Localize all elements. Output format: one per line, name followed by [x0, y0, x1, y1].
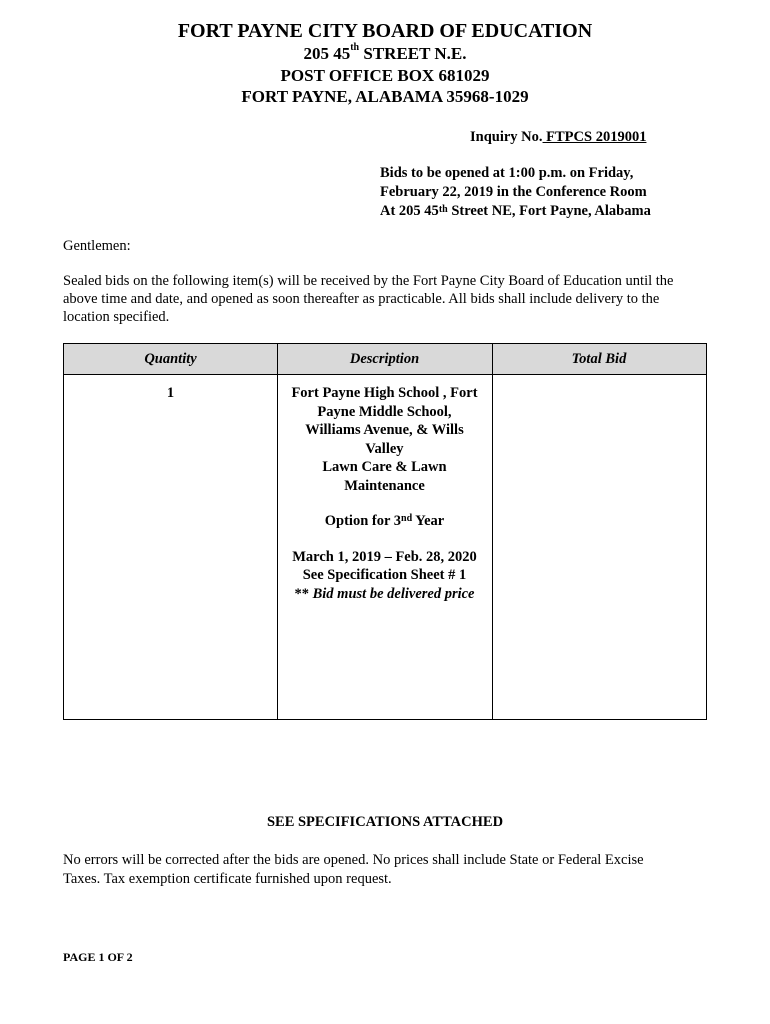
notice-line: Taxes. Tax exemption certificate furnished upon request. [63, 871, 392, 887]
salutation: Gentlemen: [63, 238, 131, 254]
option-year [277, 512, 492, 531]
page-number: PAGE 1 OF 2 [63, 950, 133, 964]
option-suffix: nd [401, 513, 413, 524]
header-quantity: Quantity [144, 351, 197, 367]
table-header-row [64, 344, 706, 375]
cell-quantity: 1 [166, 385, 175, 401]
intro-paragraph [63, 272, 713, 326]
inquiry-value: FTPCS 2019001 [542, 129, 647, 145]
spec-reference: See Specification Sheet # 1 [302, 567, 467, 583]
inquiry-label: Inquiry No. [470, 129, 543, 145]
street-address-number: 205 45 [303, 44, 351, 63]
street-address-suffix: th [350, 42, 360, 53]
bid-location-number: At 205 45 [380, 203, 439, 219]
description-line: Valley [365, 440, 404, 457]
bid-opening-info [380, 164, 651, 221]
street-address-name: STREET N.E. [359, 44, 467, 63]
cell-total-bid [494, 375, 706, 719]
cell-description [277, 384, 492, 603]
column-divider [492, 344, 493, 719]
po-box: POST OFFICE BOX 681029 [280, 66, 490, 85]
description-line: Lawn Care & Lawn [322, 459, 447, 475]
organization-title: FORT PAYNE CITY BOARD OF EDUCATION [177, 20, 593, 42]
see-specifications: SEE SPECIFICATIONS ATTACHED [266, 814, 504, 830]
note-text: Bid must be delivered price [312, 585, 475, 602]
bid-opening-line: Bids to be opened at 1:00 p.m. on Friday, [380, 165, 634, 181]
description-line: Fort Payne High School , Fort [291, 385, 478, 401]
street-address [0, 44, 770, 64]
bid-location-street: Street NE, Fort Payne, Alabama [447, 203, 651, 219]
bid-table [63, 343, 707, 720]
bid-opening-line: February 22, 2019 in the Conference Room [380, 184, 647, 200]
option-text: Option for 3 [324, 513, 402, 529]
spacer [277, 495, 492, 512]
spacer [277, 531, 492, 548]
bid-opening-location [380, 202, 651, 221]
option-year-word: Year [412, 513, 445, 529]
intro-line: Sealed bids on the following item(s) will be received by the Fort Payne City Board of Education until the [63, 273, 674, 289]
header-description: Description [349, 351, 420, 367]
header-total-bid: Total Bid [571, 351, 627, 367]
note-stars: ** [294, 585, 313, 602]
delivery-note [277, 585, 492, 604]
city-state-zip: FORT PAYNE, ALABAMA 35968-1029 [241, 87, 529, 106]
intro-line: location specified. [63, 309, 170, 325]
contract-period: March 1, 2019 – Feb. 28, 2020 [292, 548, 477, 565]
bid-location-suffix: th [438, 204, 448, 215]
description-line: Williams Avenue, & Wills [305, 422, 464, 438]
intro-line: above time and date, and opened as soon thereafter as practicable. All bids shall include delivery to the [63, 291, 660, 307]
description-line: Payne Middle School, [317, 403, 452, 420]
description-line: Maintenance [344, 477, 425, 494]
inquiry-number [470, 129, 646, 146]
notice-paragraph [63, 851, 644, 889]
notice-line: No errors will be corrected after the bids are opened. No prices shall include State or Federal Excise [63, 852, 644, 868]
